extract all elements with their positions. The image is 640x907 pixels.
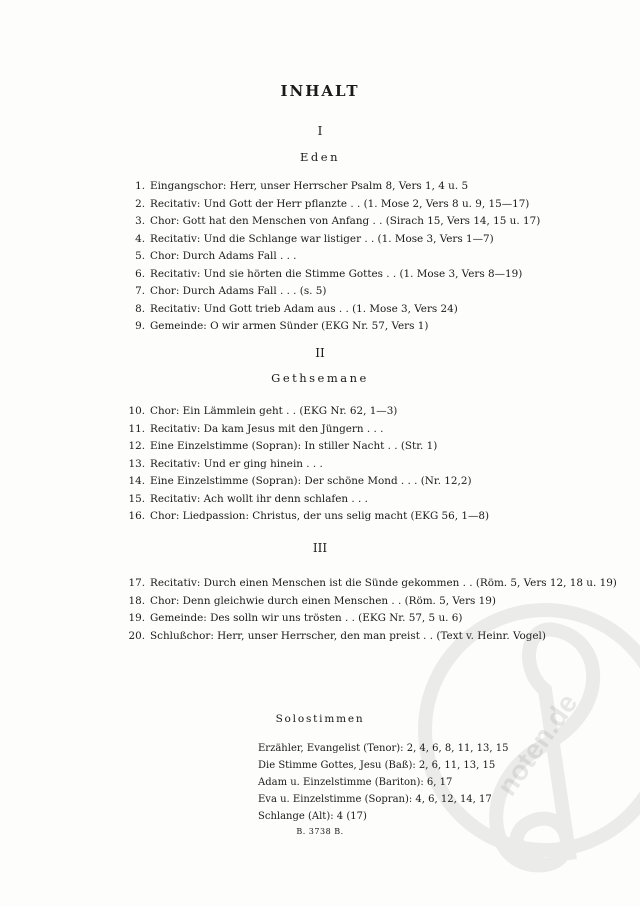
- item-text: Chor: Ein Lämmlein geht . . (EKG Nr. 62, 1—3): [150, 405, 398, 417]
- soloist-item: Schlange (Alt): 4 (17): [258, 811, 367, 822]
- item-number: 19.: [128, 612, 145, 624]
- soloist-item: Die Stimme Gottes, Jesu (Baß): 2, 6, 11, 13, 15: [258, 760, 496, 771]
- list-item: [0, 198, 640, 216]
- item-number: 11.: [128, 422, 145, 435]
- item-number: 4.: [135, 232, 145, 245]
- list-item: [0, 493, 640, 511]
- item-text: Recitativ: Und Gott trieb Adam aus . . (1. Mose 3, Vers 24): [150, 302, 458, 315]
- item-number: 3.: [135, 215, 145, 227]
- item-text: Recitativ: Und Gott der Herr pflanzte . . (1. Mose 2, Vers 8 u. 9, 15—17): [150, 197, 530, 210]
- item-number: 10.: [128, 405, 145, 417]
- list-item: [0, 180, 640, 198]
- section-2-list: [0, 405, 640, 528]
- section-3-number: III: [312, 541, 328, 555]
- page-title: INHALT: [280, 82, 360, 100]
- item-number: 5.: [135, 250, 145, 262]
- soloist-item: Erzähler, Evangelist (Tenor): 2, 4, 6, 8, 11, 13, 15: [258, 743, 509, 754]
- item-text: Eine Einzelstimme (Sopran): Der schöne Mond . . . (Nr. 12,2): [150, 475, 472, 487]
- watermark-text: noten.de: [491, 687, 584, 802]
- item-text: Recitativ: Und sie hörten die Stimme Gottes . . (1. Mose 3, Vers 8—19): [150, 267, 523, 280]
- item-text: Recitativ: Ach wollt ihr denn schlafen . . .: [150, 492, 368, 505]
- list-item: [0, 268, 640, 286]
- item-number: 13.: [128, 457, 145, 470]
- item-number: 18.: [128, 594, 145, 607]
- item-number: 2.: [135, 197, 145, 210]
- item-text: Schlußchor: Herr, unser Herrscher, den man preist . . (Text v. Heinr. Vogel): [150, 629, 546, 642]
- list-item: [0, 250, 640, 268]
- plate-number: B. 3738 B.: [296, 827, 344, 836]
- item-number: 9.: [135, 320, 145, 332]
- item-text: Gemeinde: O wir armen Sünder (EKG Nr. 57, Vers 1): [150, 320, 429, 332]
- list-item: [0, 303, 640, 321]
- section-2-number: II: [315, 346, 325, 360]
- list-item: [0, 458, 640, 476]
- list-item: [0, 405, 640, 423]
- item-text: Chor: Gott hat den Menschen von Anfang . . (Sirach 15, Vers 14, 15 u. 17): [150, 215, 541, 227]
- item-text: Eine Einzelstimme (Sopran): In stiller Nacht . . (Str. 1): [150, 440, 438, 452]
- list-item: [0, 510, 640, 528]
- list-item: [0, 285, 640, 303]
- section-1-list: [0, 180, 640, 338]
- item-text: Recitativ: Und die Schlange war listiger . . (1. Mose 3, Vers 1—7): [150, 232, 494, 245]
- list-item: [0, 423, 640, 441]
- item-number: 6.: [135, 267, 145, 280]
- item-text: Chor: Durch Adams Fall . . . (s. 5): [150, 285, 327, 297]
- list-item: [0, 475, 640, 493]
- item-text: Chor: Durch Adams Fall . . .: [150, 250, 297, 262]
- list-item: [0, 233, 640, 251]
- soloist-item: Adam u. Einzelstimme (Bariton): 6, 17: [258, 777, 453, 788]
- item-text: Eingangschor: Herr, unser Herrscher Psalm 8, Vers 1, 4 u. 5: [150, 180, 469, 192]
- item-text: Chor: Liedpassion: Christus, der uns selig macht (EKG 56, 1—8): [150, 510, 490, 522]
- soloists-list: [258, 743, 508, 828]
- list-item: [0, 320, 640, 338]
- section-1-title: Eden: [300, 150, 340, 164]
- item-number: 20.: [128, 629, 145, 642]
- item-number: 15.: [128, 492, 145, 505]
- soloist-item: Eva u. Einzelstimme (Sopran): 4, 6, 12, 14, 17: [258, 794, 492, 805]
- item-number: 12.: [128, 440, 145, 452]
- item-number: 16.: [128, 510, 145, 522]
- item-text: Recitativ: Und er ging hinein . . .: [150, 457, 323, 470]
- item-number: 8.: [135, 302, 145, 315]
- item-number: 7.: [135, 285, 145, 297]
- list-item: [0, 440, 640, 458]
- item-text: Chor: Denn gleichwie durch einen Menschen . . (Röm. 5, Vers 19): [150, 594, 496, 607]
- item-number: 17.: [128, 577, 145, 589]
- item-text: Recitativ: Da kam Jesus mit den Jüngern . . .: [150, 422, 384, 435]
- item-text: Recitativ: Durch einen Menschen ist die Sünde gekommen . . (Röm. 5, Vers 12, 18 u. 19): [150, 577, 617, 589]
- item-number: 1.: [135, 180, 145, 192]
- section-2-title: Gethsemane: [271, 371, 369, 385]
- list-item: [0, 215, 640, 233]
- notendownload-watermark: [395, 560, 640, 890]
- section-1-number: I: [317, 124, 323, 138]
- item-number: 14.: [128, 475, 145, 487]
- soloists-heading: Solostimmen: [275, 713, 365, 725]
- item-text: Gemeinde: Des solln wir uns trösten . . (EKG Nr. 57, 5 u. 6): [150, 612, 463, 624]
